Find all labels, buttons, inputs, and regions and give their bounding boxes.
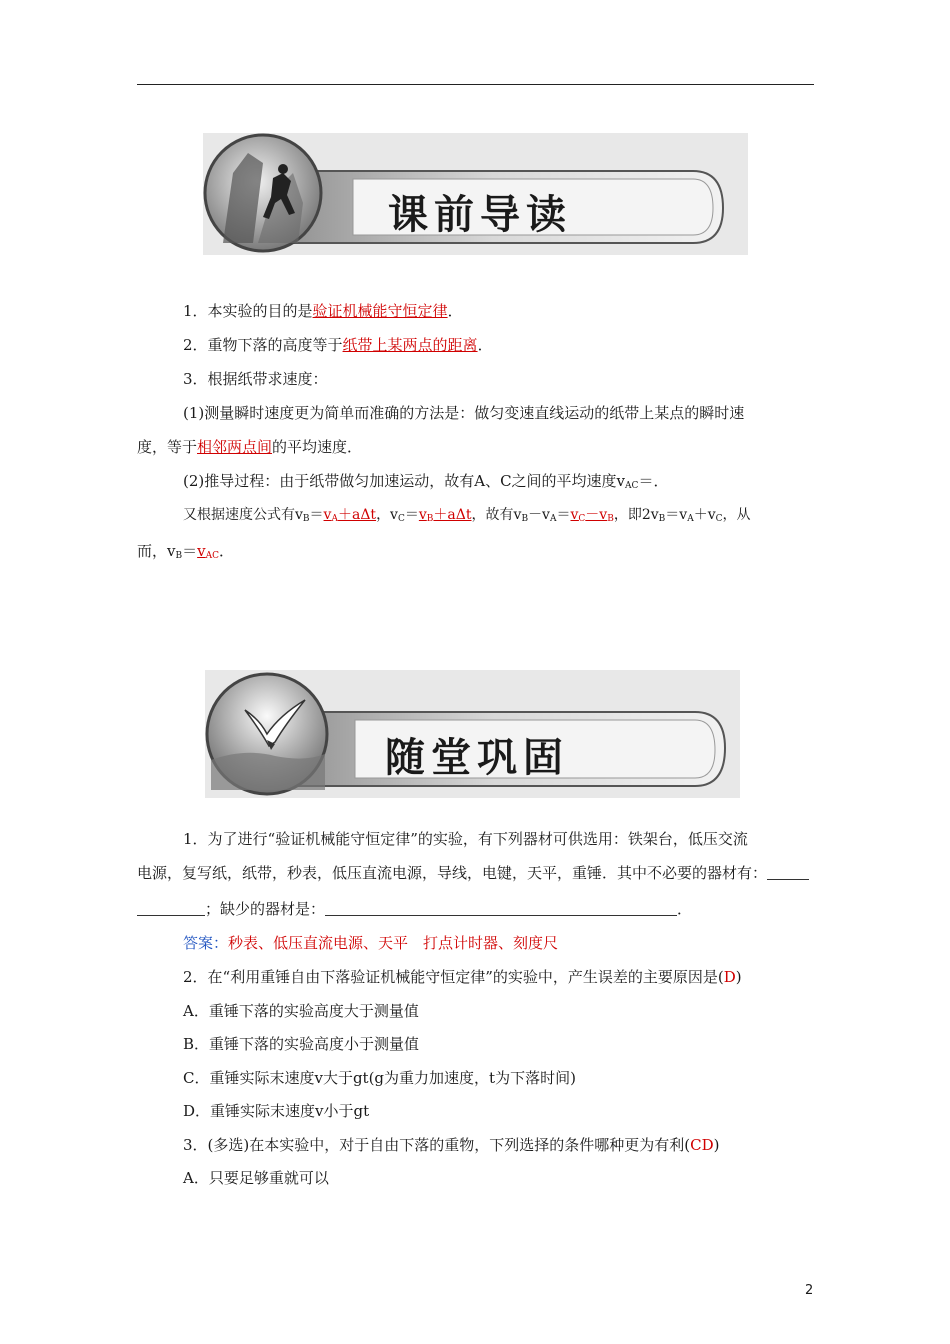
answer-blank: $v_A+a\Delta t$	[323, 507, 377, 524]
answer-blank: 纸带上某两点的距离	[342, 336, 478, 354]
preview-line-3: 3．根据纸带求速度：	[183, 370, 328, 388]
preview-line-1: 1．本实验的目的是验证机械能守恒定律．	[183, 302, 463, 320]
preview-line-7: 又根据速度公式有$v_B=v_A+a\Delta t$，$v_C=v_B+a\Delta t$，故有$v_B-v_A=v_C-v_B$，即$2v_B=v_A+v_C$，从	[183, 507, 751, 524]
q2-option-d: D．重锤实际末速度v小于gt	[183, 1102, 370, 1120]
banner-pre-class-guide	[203, 133, 748, 255]
preview-line-6: (2)推导过程：由于纸带做匀加速运动，故有A、C之间的平均速度$v_{AC}=$．	[183, 472, 669, 491]
q3-stem: 3．(多选)在本实验中，对于自由下落的重物，下列选择的条件哪种更为有利(CD)	[183, 1136, 720, 1154]
answer-blank: $v_B+a\Delta t$	[418, 507, 472, 524]
top-rule	[137, 84, 814, 85]
answer-blank: 验证机械能守恒定律	[312, 302, 448, 320]
q2-option-b: B．重锤下落的实验高度小于测量值	[183, 1035, 420, 1053]
q1-line-1: 1．为了进行“验证机械能守恒定律”的实验，有下列器材可供选用：铁架台，低压交流	[183, 830, 748, 848]
q2-stem: 2．在“利用重锤自由下落验证机械能守恒定律”的实验中，产生误差的主要原因是(D)	[183, 968, 742, 986]
q2-option-a: A．重锤下落的实验高度大于测量值	[183, 1002, 419, 1020]
answer-blank: $v_{AC}$	[197, 542, 219, 561]
q1-line-3: ；缺少的器材是： ．	[137, 898, 692, 920]
page-number: 2	[805, 1283, 814, 1298]
q1-line-2: 电源，复写纸，纸带，秒表，低压直流电源，导线，电键，天平，重锤．其中不必要的器材有：	[137, 862, 809, 884]
answer-blank: 相邻两点间	[197, 438, 273, 456]
fill-blank	[325, 901, 677, 916]
preview-line-8: 而，$v_B=v_{AC}$．	[137, 542, 235, 561]
preview-line-4: (1)测量瞬时速度更为简单而准确的方法是：做匀变速直线运动的纸带上某点的瞬时速	[183, 404, 745, 422]
fill-blank	[767, 865, 809, 880]
fill-blank	[137, 901, 205, 916]
answer-blank: $v_C-v_B$	[570, 507, 614, 524]
preview-line-2: 2．重物下落的高度等于纸带上某两点的距离．	[183, 336, 493, 354]
q1-answer: 答案：秒表、低压直流电源、天平 打点计时器、刻度尺	[183, 934, 559, 952]
q2-option-c: C．重锤实际末速度v大于gt(g为重力加速度，t为下落时间)	[183, 1069, 576, 1087]
banner-title: 随堂巩固	[385, 735, 569, 781]
preview-line-5: 度，等于相邻两点间的平均速度．	[137, 438, 363, 456]
banner-title: 课前导读	[388, 192, 572, 238]
banner-in-class-review	[205, 670, 740, 798]
q3-option-a: A．只要足够重就可以	[183, 1169, 329, 1187]
